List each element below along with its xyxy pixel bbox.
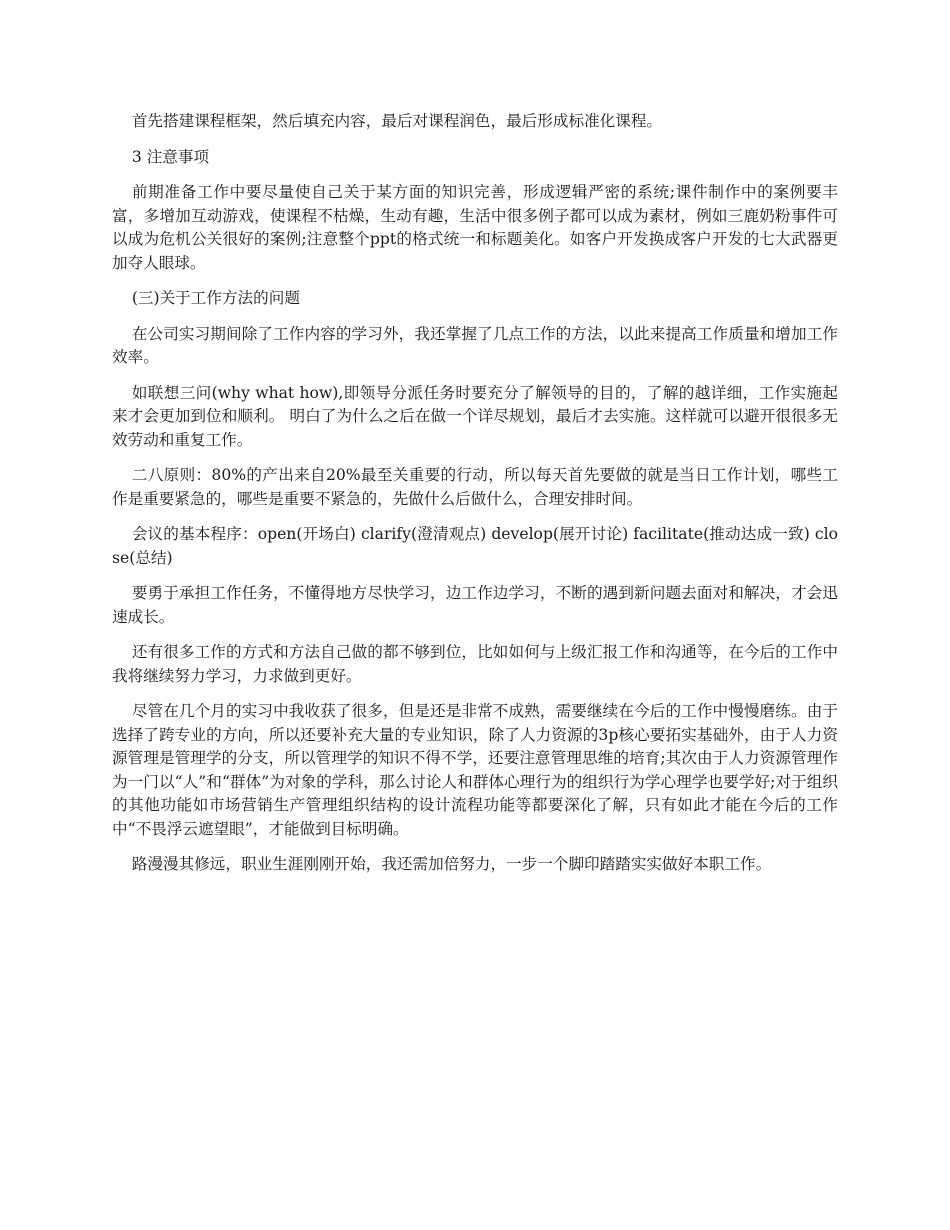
paragraph: 如联想三问(why what how),即领导分派任务时要充分了解领导的目的，了解的越详细，工作实施起来才会更加到位和顺利。 明白了为什么之后在做一个详尽规划，最后才去实施。这样就可以避开很很多无效劳动和重复工作。 — [112, 383, 838, 449]
paragraph: 还有很多工作的方式和方法自己做的都不够到位，比如如何与上级汇报工作和沟通等，在今后的工作中我将继续努力学习，力求做到更好。 — [112, 643, 838, 685]
paragraph: 路漫漫其修远，职业生涯刚刚开始，我还需加倍努力，一步一个脚印踏踏实实做好本职工作。 — [131, 855, 772, 873]
section-heading: 3 注意事项 — [131, 147, 210, 166]
paragraph: 要勇于承担工作任务，不懂得地方尽快学习，边工作边学习，不断的遇到新问题去面对和解决，才会迅速成长。 — [112, 584, 838, 626]
paragraph: 前期准备工作中要尽量使自己关于某方面的知识完善，形成逻辑严密的系统;课件制作中的案例要丰富，多增加互动游戏，使课程不枯燥，生动有趣，生活中很多例子都可以成为素材，例如三鹿奶粉事件可以成为危机公关很好的案例;注意整个ppt的格式统一和标题美化。如客户开发换成客户开发的七大武器更加夺人眼球。 — [112, 183, 838, 272]
paragraph: 首先搭建课程框架，然后填充内容，最后对课程润色，最后形成标准化课程。 — [131, 112, 663, 130]
paragraph: 二八原则：80%的产出来自20%最至关重要的行动，所以每天首先要做的就是当日工作计划，哪些工作是重要紧急的，哪些是重要不紧急的，先做什么后做什么，合理安排时间。 — [112, 466, 838, 508]
section-heading: (三)关于工作方法的问题 — [131, 289, 300, 307]
paragraph: 在公司实习期间除了工作内容的学习外，我还掌握了几点工作的方法，以此来提高工作质量和增加工作效率。 — [112, 324, 838, 366]
paragraph: 尽管在几个月的实习中我收获了很多，但是还是非常不成熟，需要继续在今后的工作中慢慢磨练。由于选择了跨专业的方向，所以还要补充大量的专业知识，除了人力资源的3p核心要拓实基础外，由于人力资源管理是管理学的分支，所以管理学的知识不得不学，还要注意管理思维的培育;其次由于人力资源管理作为一门以“人”和“群体”为对象的学科，那么讨论人和群体心理行为的组织行为学心理学也要学好;对于组织的其他功能如市场营销生产管理组织结构的设计流程功能等都要深化了解，只有如此才能在今后的工作中“不畏浮云遮望眼”，才能做到目标明确。 — [112, 702, 838, 838]
paragraph: 会议的基本程序：open(开场白) clarify(澄清观点) develop(展开讨论) facilitate(推动达成一致) close(总结) — [112, 525, 838, 567]
document-body — [112, 110, 838, 889]
